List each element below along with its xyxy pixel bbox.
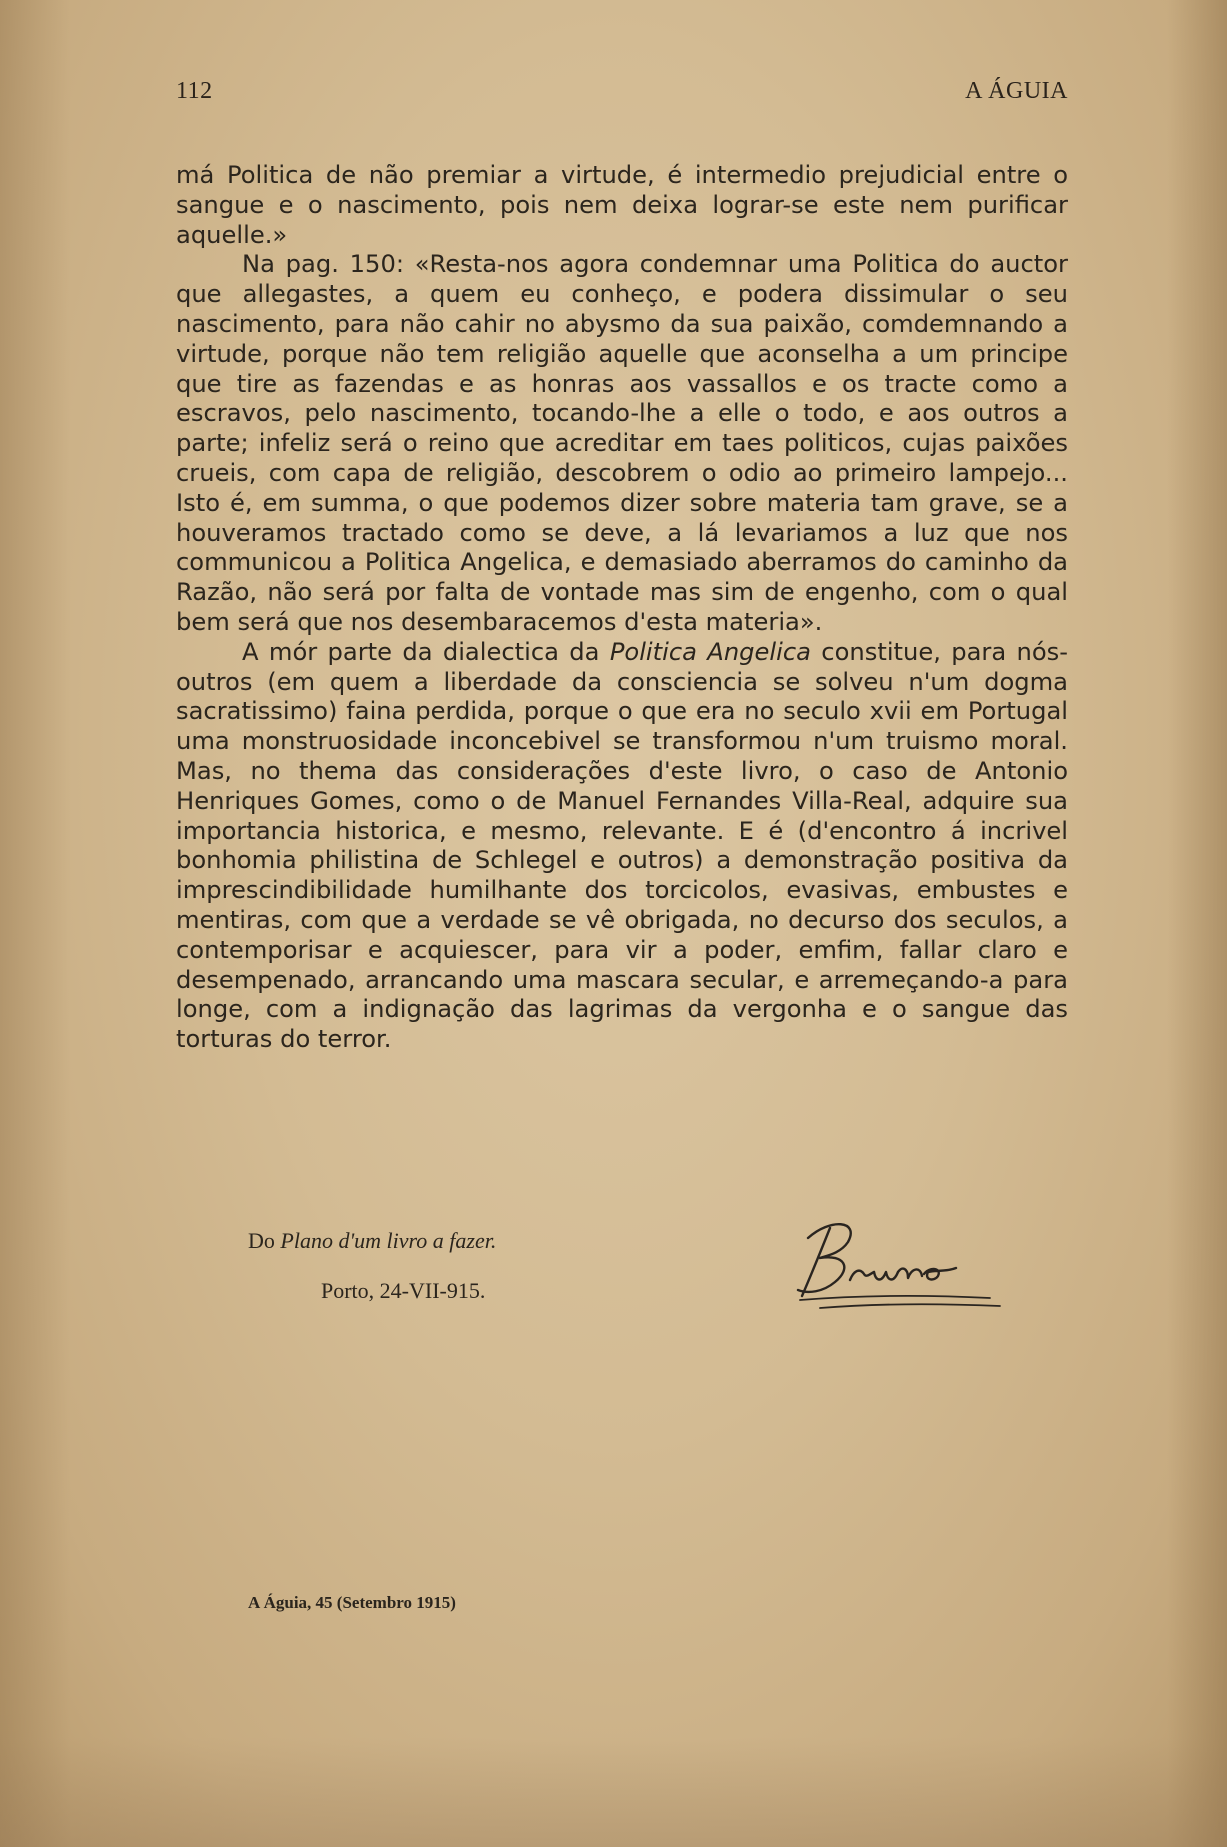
footer-note xyxy=(248,1228,496,1254)
source-citation: A Águia, 45 (Setembro 1915) xyxy=(248,1593,456,1612)
page-header xyxy=(176,78,1068,108)
handwritten-signature xyxy=(790,1208,1010,1318)
running-head: A ÁGUIA xyxy=(965,78,1068,104)
paragraph-2: Na pag. 150: «Resta-nos agora condemnar uma Politica do auctor que allegastes, a quem eu conheço, e podera dissimular o seu nascimento, para não cahir no abysmo da sua paixão, comdemnando a virtude, porque não tem religião aquelle que aconselha a um principe que tire as fazendas e as honras aos vassallos e os tracte como a escravos, pelo nascimento, tocando-lhe a elle o todo, e aos outros a parte; infeliz será o reino que acreditar em taes politicos, cujas paixões crueis, com capa de religião, descobrem o odio ao primeiro lampejo... Isto é, em summa, o que podemos dizer sobre materia tam grave, se a houveramos tractado como se deve, a lá levariamos a luz que nos communicou a Politica Angelica, e demasiado aberramos do caminho da Razão, não será por falta de vontade mas sim de engenho, com o qual bem será que nos desembaracemos d'esta materia». xyxy=(176,250,1068,636)
footer-note-title: Plano d'um livro a fazer. xyxy=(280,1228,497,1253)
paper-shadow-bottom xyxy=(0,1737,1227,1847)
body-text xyxy=(176,161,1068,1055)
footer-note-prefix: Do xyxy=(248,1228,281,1253)
paper-shadow-right xyxy=(1167,0,1227,1847)
paragraph-1: má Politica de não premiar a virtude, é intermedio prejudicial entre o sangue e o nascimento, pois nem deixa lograr-se este nem purificar aquelle.» xyxy=(176,161,1068,249)
place-date: Porto, 24-VII-915. xyxy=(321,1278,486,1303)
book-title-italic: Politica Angelica xyxy=(609,637,811,666)
paragraph-3 xyxy=(176,638,1068,1055)
paragraph-3-start: A mór parte da dialectica da xyxy=(242,637,610,666)
paper-shadow-left xyxy=(0,0,70,1847)
paragraph-3-rest: constitue, para nós-outros (em quem a liberdade da consciencia se solveu n'um dogma sacratissimo) faina perdida, porque o que era no seculo xvii em Portugal uma monstruosidade inconcebivel se transformou n'um truismo moral. Mas, no thema das considerações d'este livro, o caso de Antonio Henriques Gomes, como o de Manuel Fernandes Villa-Real, adquire sua importancia historica, e mesmo, relevante. E é (d'encontro á incrivel bonhomia philistina de Schlegel e outros) a demonstração positiva da imprescindibilidade humilhante dos torcicolos, evasivas, embustes e mentiras, com que a verdade se vê obrigada, no decurso dos seculos, a contemporisar e acquiescer, para vir a poder, emfim, fallar claro e desempenado, arrancando uma mascara secular, e arremeçando-a para longe, com a indignação das lagrimas da vergonha e o sangue das torturas do terror. xyxy=(176,637,1068,1054)
page-number: 112 xyxy=(176,78,213,104)
